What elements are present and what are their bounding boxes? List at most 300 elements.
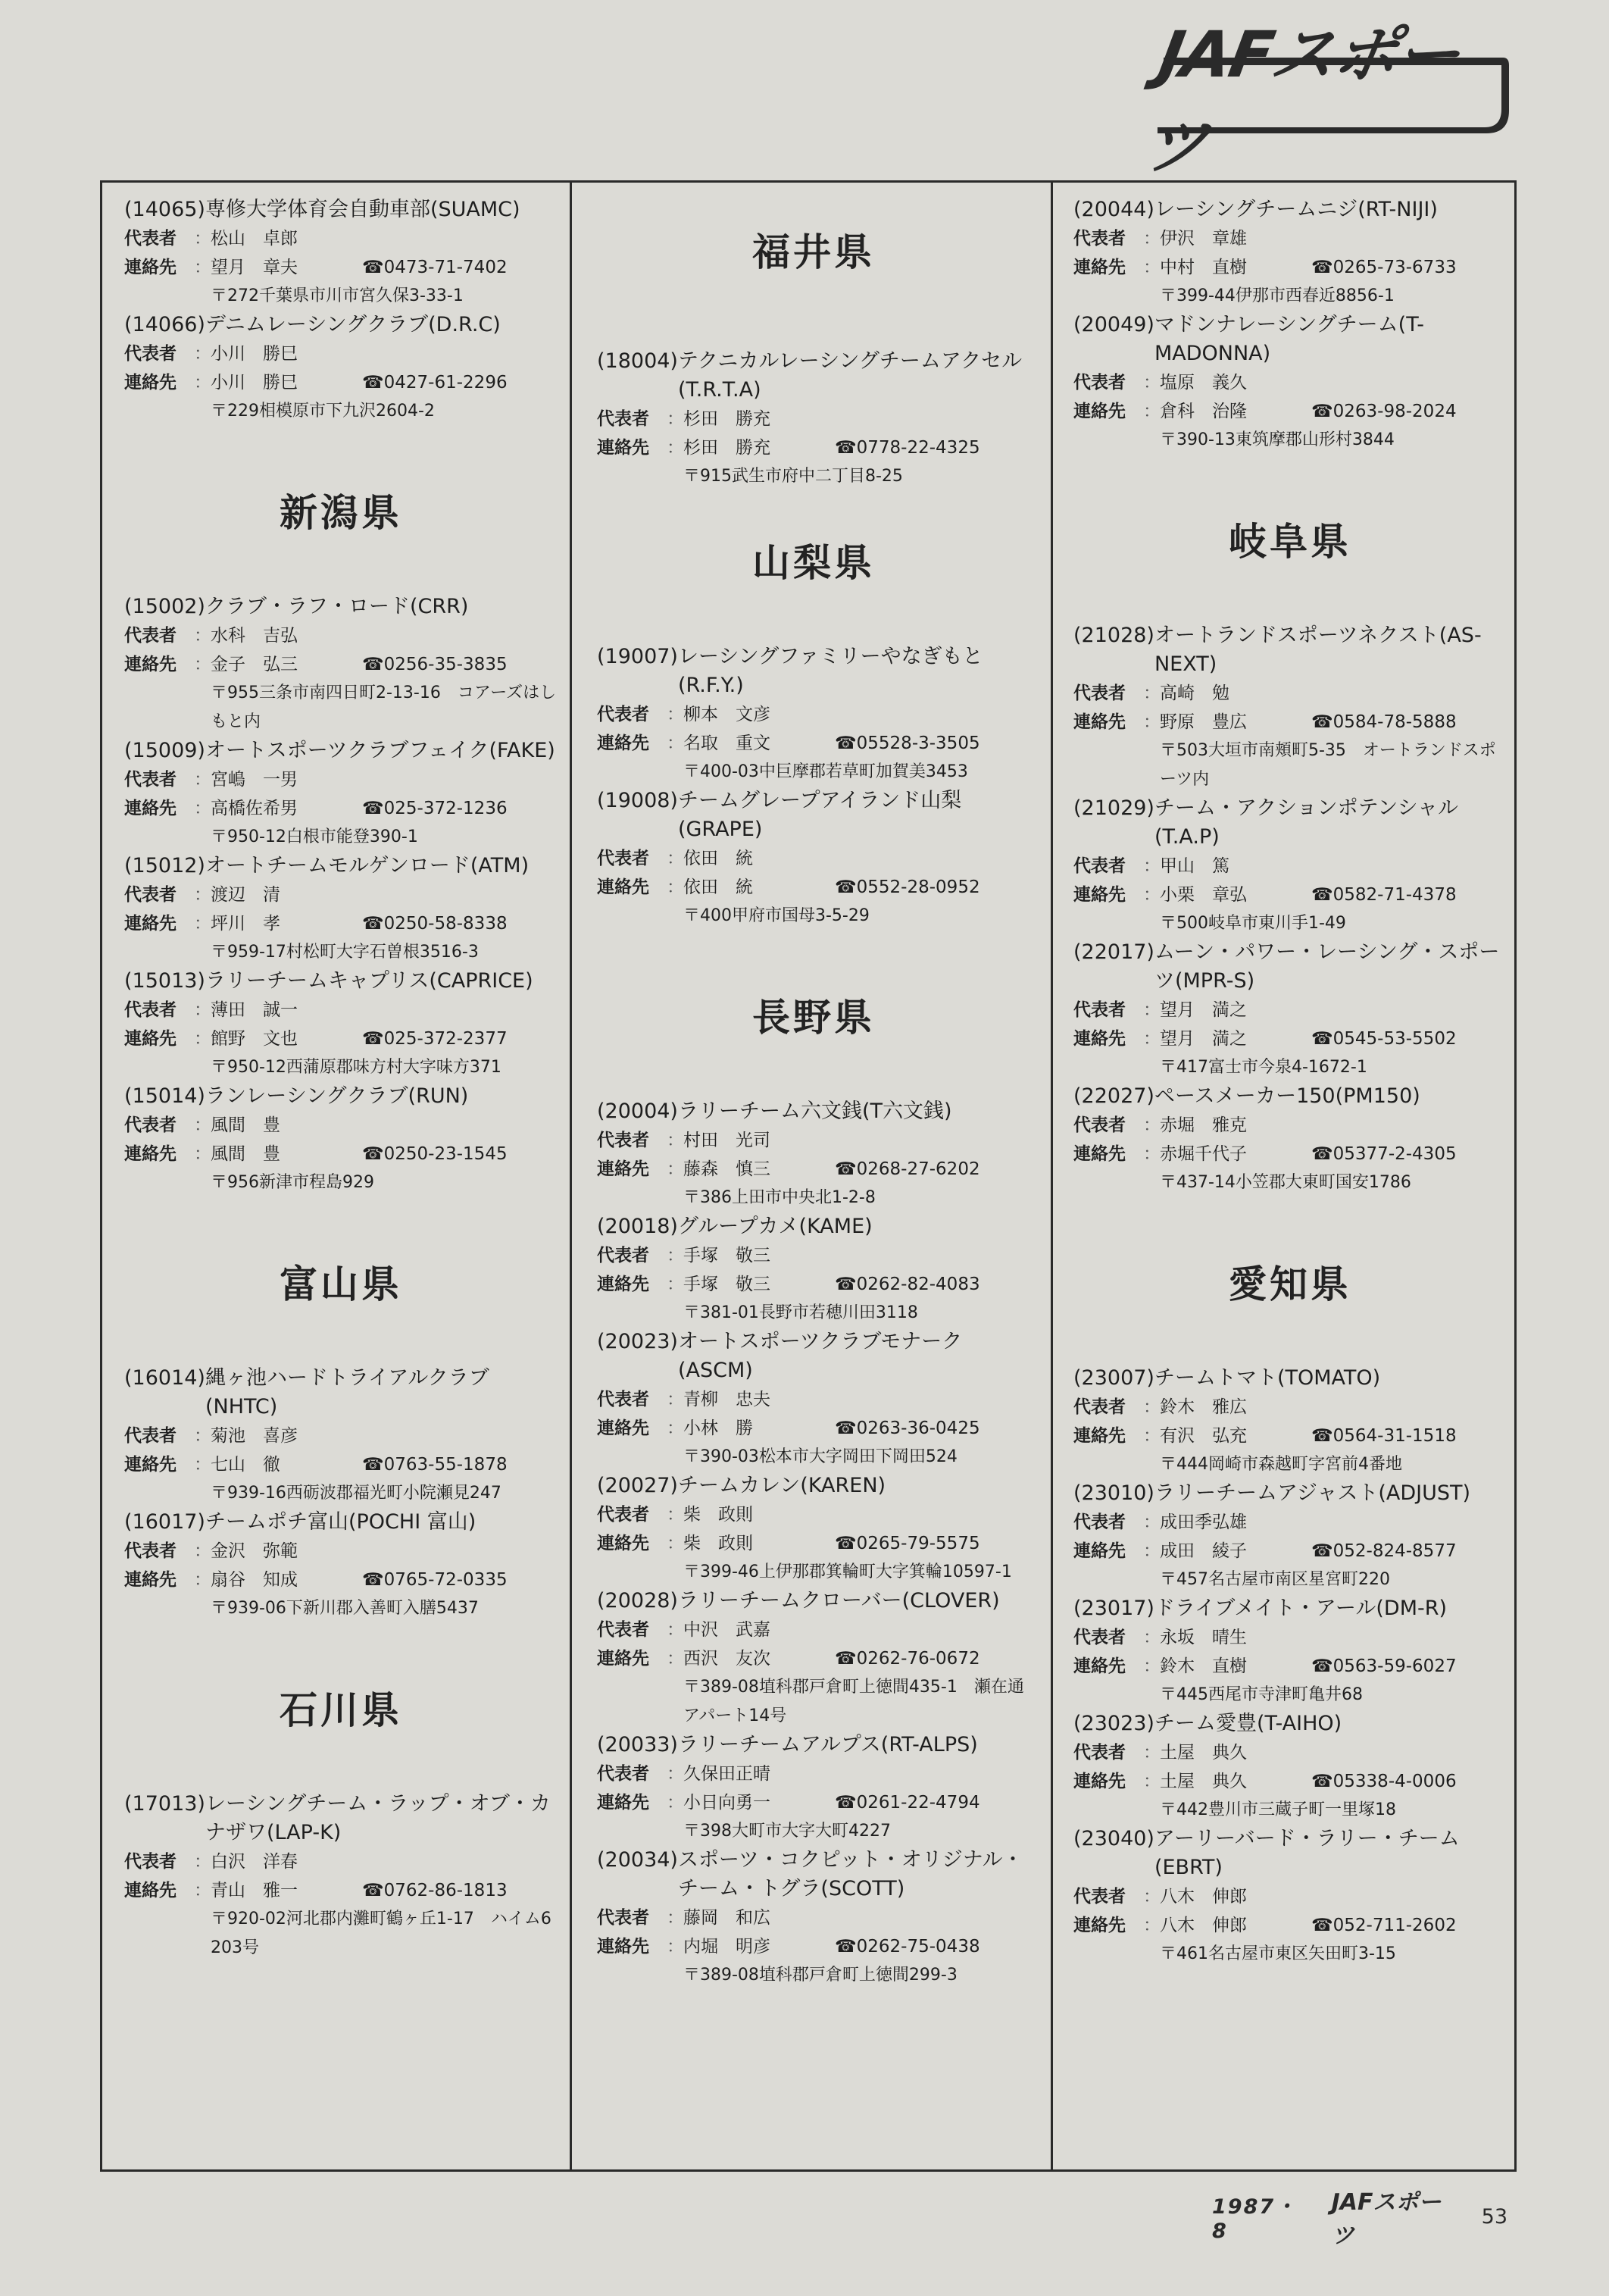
contact-phone: ☎052-711-2602 — [1311, 1916, 1457, 1935]
spacer — [597, 286, 1030, 347]
prefecture-heading: 石川県 — [280, 1688, 402, 1732]
club-name: レーシングチームニジ(RT-NIJI) — [1154, 198, 1438, 221]
representative-label: 代表者 — [597, 705, 649, 724]
representative-name: 成田季弘雄 — [1160, 1512, 1247, 1532]
club-name-line — [1073, 1479, 1507, 1508]
representative-row — [1073, 1111, 1507, 1140]
contact-phone: ☎0263-98-2024 — [1311, 402, 1457, 421]
contact-phone: ☎0563-59-6027 — [1311, 1656, 1457, 1676]
separator: ： — [194, 1029, 211, 1049]
club-entry — [1073, 938, 1507, 1082]
contact-phone: ☎0250-23-1545 — [362, 1144, 508, 1164]
contact-name: 藤森 慎三 — [683, 1159, 770, 1179]
representative-name: 依田 統 — [683, 849, 753, 868]
contact-phone: ☎0584-78-5888 — [1311, 712, 1457, 732]
club-name-line — [124, 852, 558, 881]
contact-phone: ☎05377-2-4305 — [1311, 1144, 1457, 1164]
separator: ： — [667, 1419, 684, 1438]
club-name-line — [1073, 1709, 1507, 1738]
representative-row — [124, 1111, 558, 1140]
separator: ： — [667, 1246, 684, 1265]
contact-phone: ☎0265-79-5575 — [835, 1534, 980, 1553]
separator: ： — [667, 1649, 684, 1669]
separator: ： — [194, 770, 211, 790]
club-name-line — [124, 311, 558, 339]
separator: ： — [667, 1159, 684, 1179]
representative-row — [124, 1847, 558, 1876]
separator: ： — [194, 1455, 211, 1475]
contact-phone: ☎0552-28-0952 — [835, 877, 980, 897]
contact-label: 連絡先 — [597, 1937, 649, 1957]
club-entry — [124, 196, 558, 311]
representative-label: 代表者 — [1073, 1628, 1126, 1647]
club-address: 〒503大垣市南頬町5-35 オートランドスポーツ内 — [1160, 741, 1496, 789]
contact-row — [1073, 1024, 1507, 1053]
club-address: 〒457名古屋市南区星宮町220 — [1160, 1570, 1390, 1589]
contact-row — [1073, 1140, 1507, 1168]
contact-row — [597, 729, 1030, 758]
separator: ： — [194, 1144, 211, 1164]
contact-label: 連絡先 — [597, 1649, 649, 1669]
contact-label: 連絡先 — [597, 438, 649, 458]
club-entry — [1073, 794, 1507, 938]
contact-name: 館野 文也 — [211, 1029, 298, 1049]
club-address: 〒390-03松本市大字岡田下岡田524 — [683, 1447, 958, 1466]
representative-name: 久保田正晴 — [683, 1764, 770, 1784]
contact-label: 連絡先 — [1073, 402, 1126, 421]
separator: ： — [1143, 1426, 1161, 1446]
club-name-line — [124, 593, 558, 621]
representative-label: 代表者 — [1073, 229, 1126, 249]
club-code: (20049) — [1073, 313, 1154, 336]
contact-name: 赤堀千代子 — [1160, 1144, 1247, 1164]
contact-name: 中村 直樹 — [1160, 258, 1247, 277]
contact-label: 連絡先 — [1073, 1144, 1126, 1164]
spacer — [1073, 455, 1507, 508]
contact-label: 連絡先 — [124, 373, 177, 393]
contact-name: 杉田 勝充 — [683, 438, 770, 458]
representative-label: 代表者 — [597, 1131, 649, 1150]
club-address: 〒272千葉県市川市宮久保3-33-1 — [211, 286, 464, 305]
club-code: (14066) — [124, 313, 205, 336]
page-footer — [1212, 2189, 1507, 2249]
contact-phone: ☎052-824-8577 — [1311, 1541, 1457, 1561]
contact-name: 小栗 章弘 — [1160, 885, 1247, 905]
club-address: 〒400甲府市国母3-5-29 — [683, 906, 870, 925]
club-name-line — [124, 196, 558, 224]
club-entry — [124, 737, 558, 852]
contact-phone: ☎025-372-2377 — [362, 1029, 508, 1049]
contact-row — [124, 1024, 558, 1053]
contact-name: 望月 満之 — [1160, 1029, 1247, 1049]
separator: ： — [1143, 1656, 1161, 1676]
contact-row — [1073, 1652, 1507, 1681]
spacer — [1073, 1197, 1507, 1250]
club-entry — [1073, 1709, 1507, 1825]
separator: ： — [667, 1793, 684, 1813]
contact-label: 連絡先 — [1073, 1426, 1126, 1446]
club-address: 〒445西尾市寺津町亀井68 — [1160, 1685, 1363, 1704]
club-code: (15014) — [124, 1084, 205, 1108]
contact-name: 倉科 治隆 — [1160, 402, 1247, 421]
club-address: 〒956新津市程島929 — [211, 1173, 374, 1192]
representative-name: 小川 勝巳 — [211, 344, 298, 364]
contact-label: 連絡先 — [1073, 1916, 1126, 1935]
representative-row — [124, 224, 558, 253]
club-name: ドライブメイト・アール(DM-R) — [1154, 1597, 1448, 1620]
club-entry — [124, 1082, 558, 1197]
contact-row — [1073, 708, 1507, 737]
separator: ： — [1143, 712, 1161, 732]
club-name-line — [1073, 794, 1507, 852]
club-code: (20023) — [597, 1330, 678, 1353]
representative-label: 代表者 — [597, 849, 649, 868]
contact-phone: ☎0262-82-4083 — [835, 1275, 980, 1294]
representative-label: 代表者 — [1073, 683, 1126, 703]
contact-row — [597, 1155, 1030, 1184]
contact-label: 連絡先 — [124, 1881, 177, 1900]
representative-row — [1073, 1508, 1507, 1537]
prefecture-heading: 岐阜県 — [1229, 520, 1351, 564]
club-entry — [597, 1097, 1030, 1212]
separator: ： — [1143, 1115, 1161, 1135]
separator: ： — [667, 409, 684, 429]
contact-row — [124, 368, 558, 397]
representative-row — [124, 881, 558, 909]
club-name: ペースメーカー150(PM150) — [1154, 1084, 1420, 1108]
club-name-line — [1073, 621, 1507, 679]
representative-name: 望月 満之 — [1160, 1000, 1247, 1020]
representative-name: 柴 政則 — [683, 1505, 753, 1525]
contact-row — [124, 1140, 558, 1168]
contact-phone: ☎0250-58-8338 — [362, 914, 508, 934]
contact-label: 連絡先 — [1073, 1656, 1126, 1676]
club-name-line — [597, 1731, 1030, 1760]
representative-label: 代表者 — [1073, 1743, 1126, 1763]
separator: ： — [194, 914, 211, 934]
representative-name: 塩原 義久 — [1160, 373, 1247, 393]
club-entry — [597, 1731, 1030, 1846]
contact-phone: ☎0262-75-0438 — [835, 1937, 980, 1957]
club-name-line — [124, 967, 558, 996]
separator: ： — [667, 1908, 684, 1928]
contact-name: 小林 勝 — [683, 1419, 753, 1438]
club-name: ラリーチーム六文銭(T六文銭) — [677, 1100, 952, 1123]
representative-name: 中沢 武嘉 — [683, 1620, 770, 1640]
contact-row — [124, 1566, 558, 1594]
club-address: 〒398大町市大字大町4227 — [683, 1822, 891, 1841]
club-address: 〒959-17村松町大字石曽根3516-3 — [211, 943, 479, 962]
representative-label: 代表者 — [1073, 373, 1126, 393]
club-name: レーシングファミリーやなぎもと(R.F.Y.) — [677, 645, 983, 697]
representative-label: 代表者 — [1073, 1000, 1126, 1020]
representative-row — [1073, 852, 1507, 881]
contact-name: 野原 豊広 — [1160, 712, 1247, 732]
spacer — [1073, 576, 1507, 621]
contact-phone: ☎0262-76-0672 — [835, 1649, 980, 1669]
contact-name: 内堀 明彦 — [683, 1937, 770, 1957]
representative-label: 代表者 — [597, 1620, 649, 1640]
separator: ： — [194, 1541, 211, 1561]
contact-row — [597, 1270, 1030, 1299]
representative-name: 菊池 喜彦 — [211, 1426, 298, 1446]
representative-label: 代表者 — [597, 1246, 649, 1265]
club-code: (20018) — [597, 1215, 678, 1238]
contact-label: 連絡先 — [597, 1793, 649, 1813]
club-entry — [1073, 1479, 1507, 1594]
separator: ： — [667, 849, 684, 868]
club-code: (23040) — [1073, 1827, 1154, 1850]
club-code: (21028) — [1073, 624, 1154, 647]
contact-label: 連絡先 — [597, 1159, 649, 1179]
club-address: 〒442豊川市三蔵子町一里塚18 — [1160, 1800, 1396, 1819]
club-name: チームカレン(KAREN) — [677, 1474, 886, 1497]
club-code: (19008) — [597, 789, 678, 812]
spacer — [124, 1623, 558, 1676]
contact-name: 有沢 弘充 — [1160, 1426, 1247, 1446]
representative-name: 伊沢 章雄 — [1160, 229, 1247, 249]
representative-label: 代表者 — [124, 1115, 177, 1135]
contact-name: 七山 徹 — [211, 1455, 280, 1475]
contact-name: 高橋佐希男 — [211, 799, 298, 818]
club-entry — [597, 1212, 1030, 1328]
club-address: 〒950-12白根市能登390-1 — [211, 827, 418, 846]
contact-phone: ☎0763-55-1878 — [362, 1455, 508, 1475]
contact-row — [1073, 1422, 1507, 1450]
contact-label: 連絡先 — [1073, 885, 1126, 905]
contact-row — [597, 873, 1030, 902]
contact-name: 成田 綾子 — [1160, 1541, 1247, 1561]
club-entry — [124, 967, 558, 1082]
contact-name: 鈴木 直樹 — [1160, 1656, 1247, 1676]
representative-name: 手塚 敬三 — [683, 1246, 770, 1265]
club-entry — [124, 1364, 558, 1508]
contact-phone: ☎0762-86-1813 — [362, 1881, 508, 1900]
separator: ： — [667, 1131, 684, 1150]
representative-row — [597, 1500, 1030, 1529]
separator: ： — [667, 438, 684, 458]
club-entry — [124, 593, 558, 737]
contact-label: 連絡先 — [124, 1029, 177, 1049]
representative-name: 土屋 典久 — [1160, 1743, 1247, 1763]
representative-row — [597, 1760, 1030, 1788]
club-address: 〒500岐阜市東川手1-49 — [1160, 914, 1346, 933]
separator: ： — [1143, 1029, 1161, 1049]
representative-row — [1073, 1738, 1507, 1767]
representative-row — [124, 621, 558, 650]
separator: ： — [194, 1115, 211, 1135]
contact-name: 依田 統 — [683, 877, 753, 897]
club-address: 〒389-08埴科郡戸倉町上徳間435-1 瀬在通アパート14号 — [683, 1678, 1024, 1725]
contact-label: 連絡先 — [124, 1455, 177, 1475]
contact-row — [124, 1450, 558, 1479]
prefecture-heading: 山梨県 — [752, 541, 875, 585]
separator: ： — [194, 885, 211, 905]
club-code: (15002) — [124, 595, 205, 618]
club-name: スポーツ・コクピット・オリジナル・チーム・トグラ(SCOTT) — [677, 1848, 1023, 1900]
column-divider-2 — [1051, 180, 1053, 2172]
representative-row — [597, 1903, 1030, 1932]
contact-row — [597, 1414, 1030, 1443]
club-name-line — [597, 787, 1030, 844]
representative-row — [1073, 1623, 1507, 1652]
club-name-line — [597, 1212, 1030, 1241]
club-entry — [597, 1587, 1030, 1731]
club-address: 〒400-03中巨摩郡若草町加賀美3453 — [683, 762, 968, 781]
spacer — [124, 1744, 558, 1790]
separator: ： — [194, 258, 211, 277]
club-name-line — [597, 1587, 1030, 1616]
club-entry — [124, 852, 558, 967]
contact-name: 望月 章夫 — [211, 258, 298, 277]
club-code: (19007) — [597, 645, 678, 668]
representative-name: 薄田 誠一 — [211, 1000, 298, 1020]
page-number: 53 — [1481, 2204, 1507, 2229]
representative-row — [1073, 996, 1507, 1024]
club-name: ランレーシングクラブ(RUN) — [205, 1084, 469, 1108]
representative-row — [597, 700, 1030, 729]
contact-name: 八木 伸郎 — [1160, 1916, 1247, 1935]
representative-name: 高崎 勉 — [1160, 683, 1229, 703]
club-name: ムーン・パワー・レーシング・スポーツ(MPR-S) — [1154, 940, 1500, 993]
club-code: (20028) — [597, 1589, 678, 1613]
spacer — [124, 426, 558, 479]
representative-label: 代表者 — [1073, 1115, 1126, 1135]
contact-phone: ☎05338-4-0006 — [1311, 1772, 1457, 1791]
representative-row — [1073, 224, 1507, 253]
club-name-line — [124, 1082, 558, 1111]
contact-row — [124, 650, 558, 679]
club-address: 〒386上田市中央北1-2-8 — [683, 1188, 876, 1207]
separator: ： — [194, 229, 211, 249]
contact-row — [1073, 397, 1507, 426]
prefecture-heading: 富山県 — [280, 1262, 402, 1306]
club-address: 〒381-01長野市若穂川田3118 — [683, 1303, 918, 1322]
club-address: 〒939-06下新川郡入善町入膳5437 — [211, 1599, 479, 1618]
club-address: 〒417富士市今泉4-1672-1 — [1160, 1058, 1367, 1077]
column-2 — [597, 196, 1030, 1990]
club-code: (20004) — [597, 1100, 678, 1123]
club-name: ラリーチームアジャスト(ADJUST) — [1154, 1481, 1471, 1505]
club-name: ラリーチームクローバー(CLOVER) — [677, 1589, 1000, 1613]
issue-date: 1987・8 — [1212, 2195, 1298, 2243]
club-entry — [1073, 311, 1507, 455]
contact-row — [124, 794, 558, 823]
separator: ： — [194, 344, 211, 364]
representative-name: 柳本 文彦 — [683, 705, 770, 724]
separator: ： — [1143, 683, 1161, 703]
prefecture-heading: 福井県 — [752, 230, 875, 274]
club-address: 〒950-12西蒲原郡味方村大字味方371 — [211, 1058, 501, 1077]
club-name-line — [124, 1790, 558, 1847]
separator: ： — [194, 1881, 211, 1900]
contact-phone: ☎0268-27-6202 — [835, 1159, 980, 1179]
spacer — [597, 196, 1030, 218]
representative-label: 代表者 — [124, 1852, 177, 1872]
club-entry — [1073, 621, 1507, 794]
club-code: (17013) — [124, 1792, 205, 1816]
contact-label: 連絡先 — [124, 799, 177, 818]
representative-label: 代表者 — [124, 1426, 177, 1446]
representative-name: 永坂 晴生 — [1160, 1628, 1247, 1647]
club-address: 〒390-13東筑摩郡山形村3844 — [1160, 430, 1395, 449]
contact-row — [124, 1876, 558, 1905]
contact-phone: ☎0261-22-4794 — [835, 1793, 980, 1813]
contact-name: 青山 雅一 — [211, 1881, 298, 1900]
separator: ： — [667, 1390, 684, 1409]
club-name: アーリーバード・ラリー・チーム(EBRT) — [1154, 1827, 1460, 1879]
separator: ： — [194, 1000, 211, 1020]
separator: ： — [1143, 1000, 1161, 1020]
contact-phone: ☎0564-31-1518 — [1311, 1426, 1457, 1446]
contact-name: 手塚 敬三 — [683, 1275, 770, 1294]
contact-name: 小川 勝巳 — [211, 373, 298, 393]
club-entry — [1073, 1082, 1507, 1197]
contact-label: 連絡先 — [597, 1419, 649, 1438]
separator: ： — [1143, 885, 1161, 905]
separator: ： — [667, 1505, 684, 1525]
club-name: マドンナレーシングチーム(T-MADONNA) — [1154, 313, 1424, 365]
club-code: (23023) — [1073, 1712, 1154, 1735]
club-name: チーム愛豊(T-AIHO) — [1154, 1712, 1342, 1735]
separator: ： — [1143, 1916, 1161, 1935]
prefecture-heading: 愛知県 — [1229, 1262, 1351, 1306]
club-code: (14065) — [124, 198, 205, 221]
club-name-line — [124, 1364, 558, 1422]
club-name-line — [597, 1846, 1030, 1903]
representative-row — [1073, 368, 1507, 397]
contact-label: 連絡先 — [124, 655, 177, 674]
club-entry — [597, 643, 1030, 787]
club-name-line — [1073, 1594, 1507, 1623]
club-name-line — [1073, 311, 1507, 368]
contact-phone: ☎025-372-1236 — [362, 799, 508, 818]
contact-row — [1073, 881, 1507, 909]
representative-label: 代表者 — [597, 1390, 649, 1409]
spacer — [1073, 1318, 1507, 1364]
separator: ： — [1143, 1397, 1161, 1417]
club-name-line — [124, 737, 558, 765]
contact-phone: ☎0256-35-3835 — [362, 655, 508, 674]
club-name-line — [1073, 1825, 1507, 1882]
representative-label: 代表者 — [1073, 1887, 1126, 1907]
contact-phone: ☎0765-72-0335 — [362, 1570, 508, 1590]
contact-name: 扇谷 知成 — [211, 1570, 298, 1590]
club-code: (16014) — [124, 1366, 205, 1390]
club-entry — [1073, 1594, 1507, 1709]
representative-name: 鈴木 雅広 — [1160, 1397, 1247, 1417]
club-code: (20027) — [597, 1474, 678, 1497]
contact-row — [597, 433, 1030, 462]
contact-phone: ☎0473-71-7402 — [362, 258, 508, 277]
contact-label: 連絡先 — [124, 1144, 177, 1164]
contact-label: 連絡先 — [1073, 1541, 1126, 1561]
club-entry — [597, 1846, 1030, 1990]
prefecture-heading: 長野県 — [752, 996, 875, 1040]
club-address: 〒437-14小笠郡大東町国安1786 — [1160, 1173, 1411, 1192]
representative-name: 風間 豊 — [211, 1115, 280, 1135]
contact-phone: ☎0263-36-0425 — [835, 1419, 980, 1438]
representative-row — [597, 1241, 1030, 1270]
club-name-line — [1073, 938, 1507, 996]
representative-name: 甲山 篤 — [1160, 856, 1229, 876]
contact-phone: ☎0778-22-4325 — [835, 438, 980, 458]
representative-name: 宮嶋 一男 — [211, 770, 298, 790]
club-entry — [1073, 196, 1507, 311]
separator: ： — [1143, 1743, 1161, 1763]
club-code: (15013) — [124, 969, 205, 993]
club-code: (15012) — [124, 854, 205, 877]
